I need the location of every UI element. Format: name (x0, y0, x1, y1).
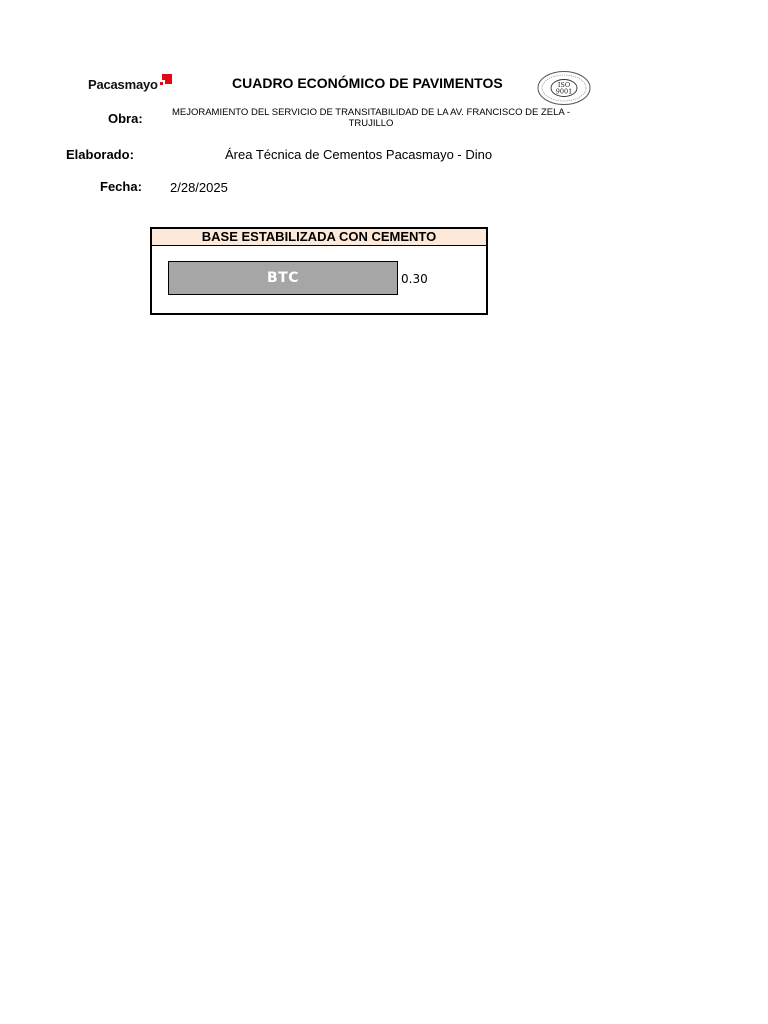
obra-label: Obra: (108, 111, 143, 126)
svg-text:ISO: ISO (557, 81, 571, 89)
fecha-value: 2/28/2025 (170, 180, 228, 195)
logo-mark-icon (160, 74, 172, 86)
layer-btc (168, 261, 398, 295)
elaborado-label: Elaborado: (66, 147, 134, 162)
page-title: CUADRO ECONÓMICO DE PAVIMENTOS (232, 75, 503, 91)
pacasmayo-logo (88, 74, 172, 94)
layer-thickness: 0.30 (401, 272, 428, 286)
elaborado-value: Área Técnica de Cementos Pacasmayo - Dino (225, 147, 493, 162)
layer-name: BTC (267, 270, 299, 286)
fecha-label: Fecha: (100, 179, 142, 194)
section-title: BASE ESTABILIZADA CON CEMENTO (152, 229, 486, 246)
obra-value: MEJORAMIENTO DEL SERVICIO DE TRANSITABILIDAD DE LA AV. FRANCISCO DE ZELA - TRUJILLO (171, 107, 571, 129)
logo-text: Pacasmayo (88, 76, 158, 92)
pavement-section-box (150, 227, 488, 315)
iso-9001-seal-icon (536, 70, 592, 106)
svg-text:9001: 9001 (555, 87, 573, 96)
